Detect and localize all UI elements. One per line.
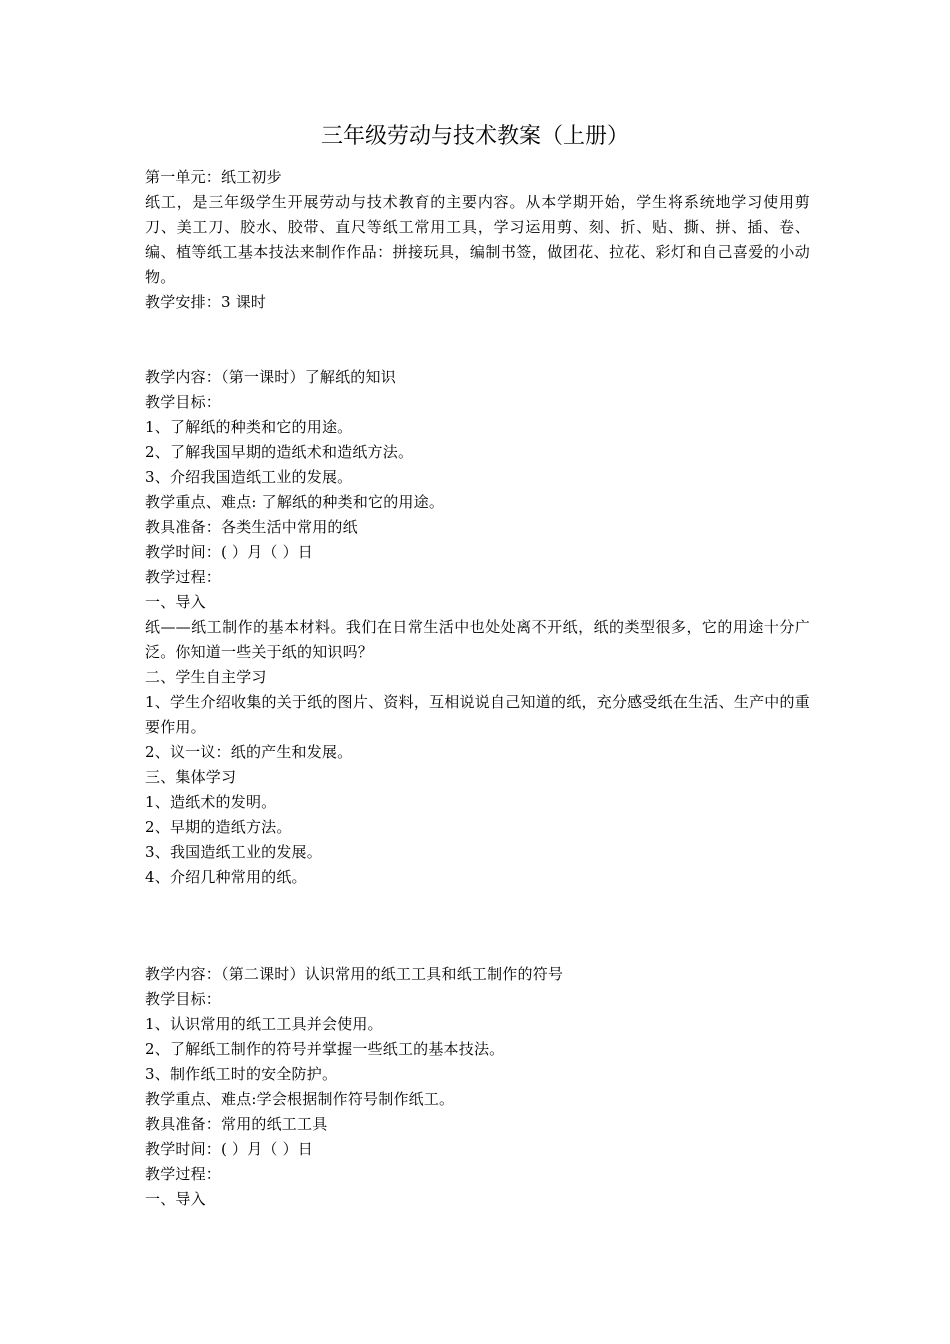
section-text: 纸——纸工制作的基本材料。我们在日常生活中也处处离不开纸，纸的类型很多，它的用途十分广泛。你知道一些关于纸的知识吗？ xyxy=(145,618,810,661)
unit-intro xyxy=(145,165,810,315)
section-heading: 三、集体学习 xyxy=(145,768,237,786)
process-heading: 教学过程： xyxy=(145,568,222,586)
objective-item: 1、了解纸的种类和它的用途。 xyxy=(145,418,353,436)
key-points: 教学重点、难点: 了解纸的种类和它的用途。 xyxy=(145,493,445,511)
section-heading: 一、导入 xyxy=(145,593,206,611)
objective-item: 3、制作纸工时的安全防护。 xyxy=(145,1065,338,1083)
section-item: 1、学生介绍收集的关于纸的图片、资料，互相说说自己知道的纸，充分感受纸在生活、生产中的重要作用。 xyxy=(145,693,810,736)
section-heading: 二、学生自主学习 xyxy=(145,668,267,686)
process-heading: 教学过程： xyxy=(145,1165,222,1183)
document-title: 三年级劳动与技术教案（上册） xyxy=(320,124,629,149)
section-item: 4、介绍几种常用的纸。 xyxy=(145,868,307,886)
section-heading: 一、导入 xyxy=(145,1190,206,1208)
lesson-1 xyxy=(145,365,810,890)
lesson-content: 教学内容：（第一课时）了解纸的知识 xyxy=(145,368,396,386)
teaching-time: 教学时间：( ）月（ ）日 xyxy=(145,543,313,561)
section-item: 3、我国造纸工业的发展。 xyxy=(145,843,322,861)
objectives-heading: 教学目标： xyxy=(145,393,222,411)
objectives-heading: 教学目标： xyxy=(145,990,222,1008)
materials: 教具准备：常用的纸工工具 xyxy=(145,1115,328,1133)
materials: 教具准备：各类生活中常用的纸 xyxy=(145,518,358,536)
section-item: 2、议一议：纸的产生和发展。 xyxy=(145,743,353,761)
section-item: 2、早期的造纸方法。 xyxy=(145,818,292,836)
objective-item: 3、介绍我国造纸工业的发展。 xyxy=(145,468,353,486)
unit-summary: 纸工，是三年级学生开展劳动与技术教育的主要内容。从本学期开始，学生将系统地学习使用剪刀、美工刀、胶水、胶带、直尺等纸工常用工具，学习运用剪、刻、折、贴、撕、拼、插、卷、编、植等纸工基本技法来制作作品：拼接玩具，编制书签，做团花、拉花、彩灯和自己喜爱的小动物。 xyxy=(145,193,810,286)
section-item: 1、造纸术的发明。 xyxy=(145,793,277,811)
teaching-schedule: 教学安排：3 课时 xyxy=(145,293,267,311)
teaching-time: 教学时间：( ）月（ ）日 xyxy=(145,1140,313,1158)
lesson-2 xyxy=(145,962,810,1212)
lesson-content: 教学内容：（第二课时）认识常用的纸工工具和纸工制作的符号 xyxy=(145,965,564,983)
key-points: 教学重点、难点:学会根据制作符号制作纸工。 xyxy=(145,1090,455,1108)
objective-item: 1、认识常用的纸工工具并会使用。 xyxy=(145,1015,383,1033)
unit-heading: 第一单元：纸工初步 xyxy=(145,168,282,186)
objective-item: 2、了解我国早期的造纸术和造纸方法。 xyxy=(145,443,414,461)
objective-item: 2、了解纸工制作的符号并掌握一些纸工的基本技法。 xyxy=(145,1040,505,1058)
